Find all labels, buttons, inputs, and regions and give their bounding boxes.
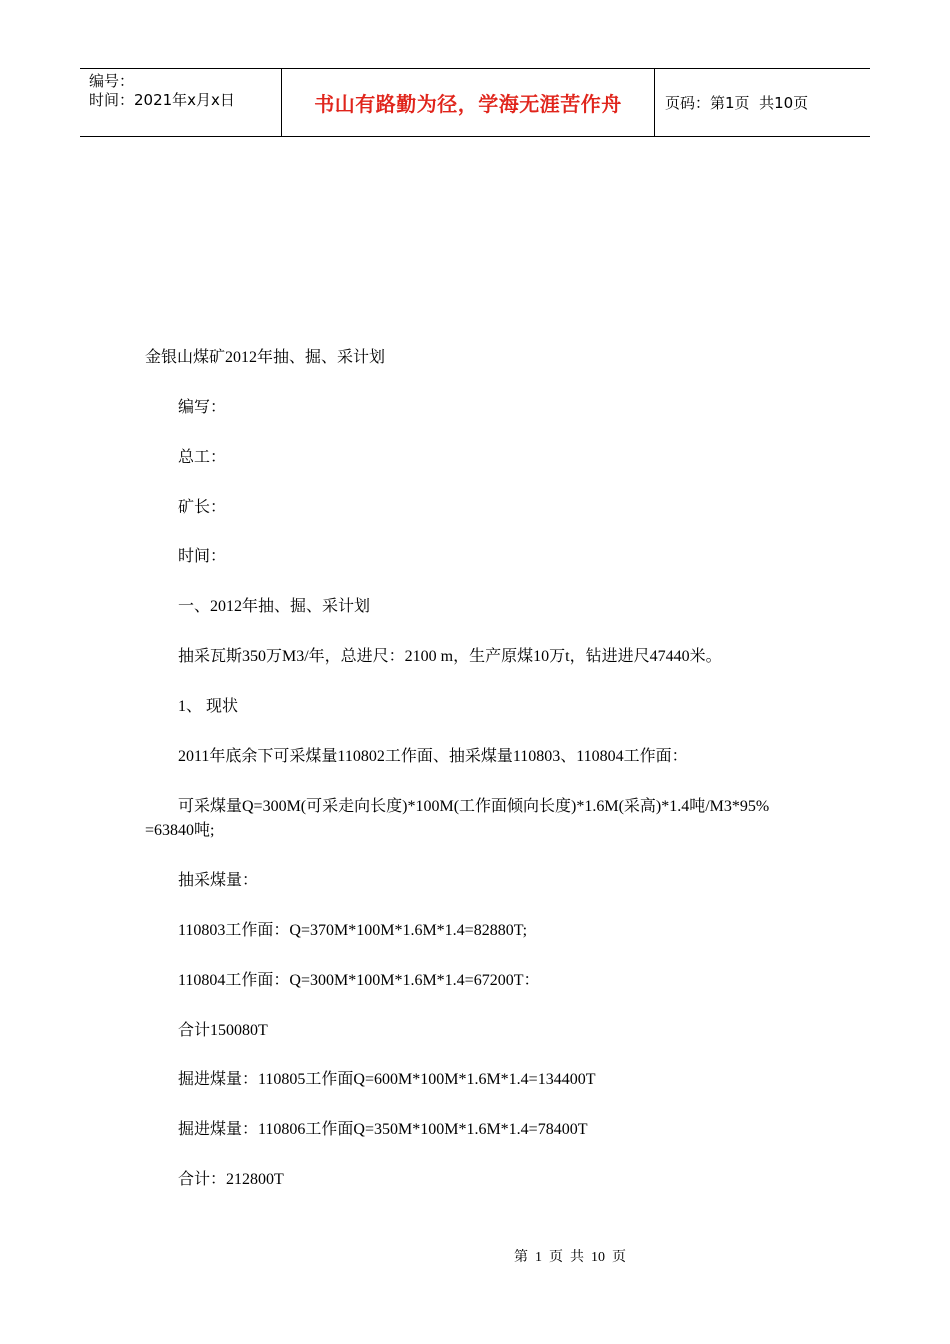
body-line: 110803工作面：Q=370M*100M*1.6M*1.4=82880T; xyxy=(178,922,528,939)
document-time-label: 时间：2021年x月x日 xyxy=(89,91,235,109)
header-page-info: 页码：第1页 共10页 xyxy=(665,94,809,112)
body-line: 抽采瓦斯350万M3/年，总进尺：2100 m，生产原煤10万t，钻进进尺47440米。 xyxy=(178,648,722,665)
body-line: 总工： xyxy=(178,449,227,466)
body-line: 抽采煤量： xyxy=(178,872,259,889)
body-line: 2011年底余下可采煤量110802工作面、抽采煤量110803、110804工作面： xyxy=(178,748,688,765)
body-line: 时间： xyxy=(178,548,227,565)
body-line: 矿长： xyxy=(178,499,227,516)
body-line: 合计150080T xyxy=(178,1022,268,1039)
section-heading: 一、2012年抽、掘、采计划 xyxy=(178,598,371,615)
page-footer: 第 1 页 共 10 页 xyxy=(514,1250,626,1265)
header-meta xyxy=(80,69,281,136)
page-header xyxy=(80,68,870,137)
body-line: 110804工作面：Q=300M*100M*1.6M*1.4=67200T： xyxy=(178,972,540,989)
body-line: =63840吨; xyxy=(145,822,215,839)
body-line: 掘进煤量：110806工作面Q=350M*100M*1.6M*1.4=78400T xyxy=(178,1121,588,1138)
document-number-label: 编号： xyxy=(89,72,135,90)
header-motto: 书山有路勤为径，学海无涯苦作舟 xyxy=(281,69,655,136)
body-line: 编写： xyxy=(178,399,227,416)
document-title: 金银山煤矿2012年抽、掘、采计划 xyxy=(145,349,386,366)
body-line: 掘进煤量：110805工作面Q=600M*100M*1.6M*1.4=134400T xyxy=(178,1071,596,1088)
body-line: 可采煤量Q=300M(可采走向长度)*100M(工作面倾向长度)*1.6M(采高)*1.4吨/M3*95% xyxy=(178,798,770,815)
subsection-heading: 1、 现状 xyxy=(178,698,239,715)
body-line: 合计：212800T xyxy=(178,1171,284,1188)
